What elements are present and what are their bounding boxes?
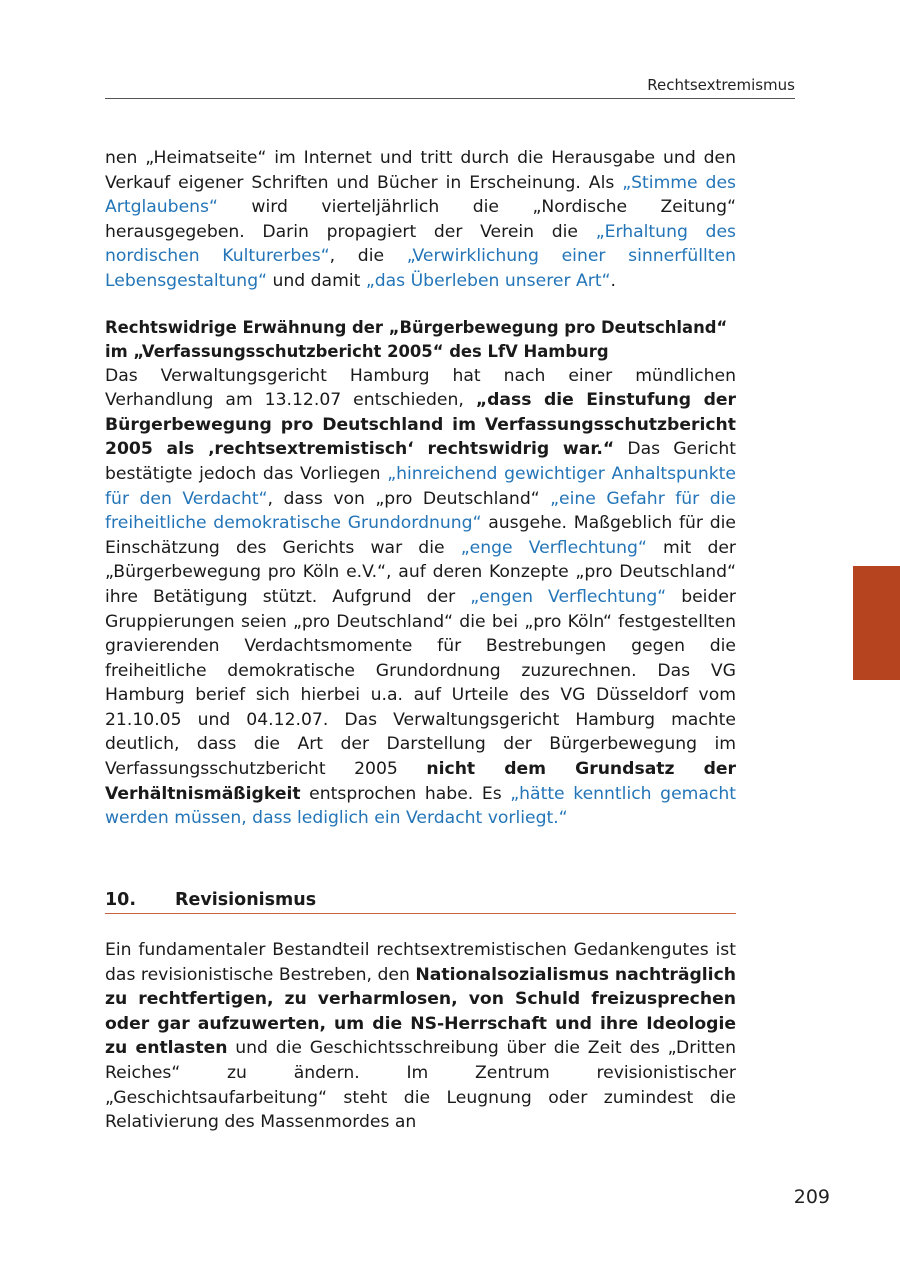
running-title: Rechtsextremismus [647,76,795,94]
quote-run: „Stimme des Artglaubens“ [105,172,736,218]
text-run: ausgehe. Maßgeblich für die Einschätzung des Gerichts war die [105,513,736,558]
text-run: mit der „Bürgerbewegung pro Köln e.V.“, auf deren Konzepte „pro Deutschland“ ihre Betätigung stützt. Aufgrund der [105,537,736,607]
quote-run: „enge Verflechtung“ [460,537,647,558]
text-run: und damit [267,270,366,291]
section-title: Revisionismus [175,890,317,910]
header-rule [105,98,795,99]
text-run: Ein fundamentaler Bestandteil rechtsextremistischen Gedankengutes ist das revisionistische Bestreben, den [105,940,736,985]
subheading: Rechtswidrige Erwähnung der „Bürgerbewegung pro Deutschland“ im „Verfassungsschutzbericht 2005“ des LfV Hamburg [105,317,728,361]
text-run: , dass von „pro Deutschland“ [267,488,551,509]
text-run: und die Geschichtsschreibung über die Zeit des „Dritten Reiches“ zu ändern. Im Zentrum revisionistischer „Geschichtsaufarbeitung“ steht die Leugnung oder zumindest die Relativierung des Massenmordes an [105,1038,736,1133]
section-heading [105,887,736,914]
text-run: wird vierteljährlich die „Nordische Zeitung“ herausgegeben. Darin propagiert der Verein die [105,197,736,242]
quote-run: „eine Gefahr für die freiheitliche demokratische Grundordnung“ [105,488,736,534]
quote-run: „Verwirklichung einer sinnerfüllten Lebensgestaltung“ [105,246,736,291]
quote-run: „hätte kenntlich gemacht werden müssen, dass lediglich ein Verdacht vorliegt.“ [105,783,736,829]
quote-run: „engen Verflechtung“ [470,586,667,607]
text-run: , die [329,246,407,267]
bold-run: Nationalsozialismus nachträglich zu rechtfertigen, zu verharmlosen, von Schuld freizusprechen oder gar aufzuwerten, um die NS-Herrschaft und ihre Ideologie zu entlasten [105,964,736,1059]
section-text [105,938,736,1135]
paragraph-court-ruling [105,364,736,831]
main-text [105,146,736,831]
text-run: Das Verwaltungsgericht Hamburg hat nach einer mündlichen Verhandlung am 13.12.07 entschieden, [105,365,736,411]
page-number: 209 [793,1186,830,1208]
quote-run: „hinreichend gewichtiger Anhaltspunkte für den Verdacht“ [105,463,736,509]
chapter-tab-marker [853,566,900,680]
text-run: nen „Heimatseite“ im Internet und tritt durch die Herausgabe und den Verkauf eigener Schriften und Bücher in Erscheinung. Als [105,148,736,193]
text-run: entsprochen habe. Es [300,783,511,804]
text-run: Das Gericht bestätigte jedoch das Vorliegen [105,439,737,484]
bold-run: nicht dem Grundsatz der Verhältnismäßigkeit [105,759,737,804]
bold-run: „dass die Einstufung der Bürgerbewegung pro Deutschland im Verfassungsschutzbericht 2005 als ‚rechtsextremistisch‘ rechtswidrig war.“ [105,390,736,460]
quote-run: „das Überleben unserer Art“ [365,270,611,291]
section-number: 10. [105,890,137,910]
quote-run: „Erhaltung des nordischen Kulturerbes“ [105,221,736,267]
paragraph-revisionism [105,938,736,1135]
text-run: beider Gruppierungen seien „pro Deutschland“ die bei „pro Köln“ festgestellten gravierenden Verdachtsmomente für Bestrebungen gegen die freiheitliche demokratische Grundordnung zuzurechnen. Das VG Hamburg berief sich hierbei u.a. auf Urteile des VG Düsseldorf vom 21.10.05 und 04.12.07. Das Verwaltungsgericht Hamburg machte deutlich, dass die Art der Darstellung der Bürgerbewegung im Verfassungsschutzbericht 2005 [105,586,736,780]
text-run: . [610,270,616,291]
paragraph-intro [105,146,736,294]
